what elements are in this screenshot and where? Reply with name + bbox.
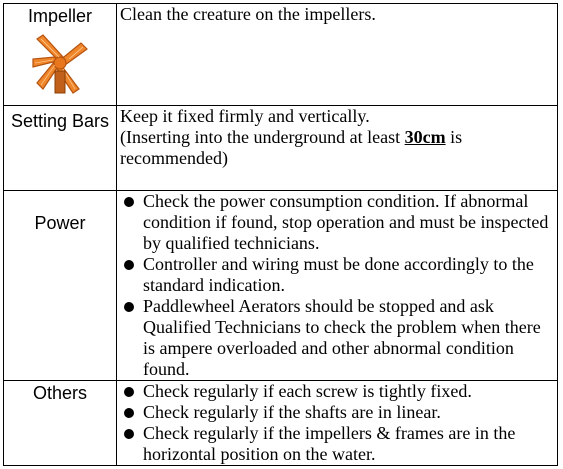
table-row-impeller	[4, 4, 558, 106]
row-text-cell	[117, 106, 558, 191]
row-label-cell	[4, 191, 117, 381]
setting-bars-line1: Keep it fixed firmly and vertically.	[120, 106, 370, 126]
table-row-power	[4, 191, 558, 381]
list-item: Paddlewheel Aerators should be stopped and ask Qualified Technicians to check the problem when there is ampere overloaded and other abnormal condition found.	[120, 296, 554, 380]
row-label-setting-bars: Setting Bars	[10, 111, 110, 131]
list-item: Check regularly if the impellers & frames are in the horizontal position on the water.	[120, 423, 554, 465]
row-label-power: Power	[34, 213, 86, 233]
list-item: Check regularly if each screw is tightly fixed.	[120, 381, 554, 402]
row-text-cell	[117, 4, 558, 106]
others-bullet-list	[120, 381, 554, 465]
row-text-cell	[117, 191, 558, 381]
power-bullet-list	[120, 191, 554, 380]
row-label-cell	[4, 381, 117, 466]
depth-value: 30cm	[404, 127, 446, 147]
row-text-cell	[117, 381, 558, 466]
row-label-others: Others	[32, 383, 88, 403]
list-item: Controller and wiring must be done accordingly to the standard indication.	[120, 254, 554, 296]
impeller-instruction: Clean the creature on the impellers.	[120, 4, 376, 24]
table-row-others	[4, 381, 558, 466]
table-row-setting-bars	[4, 106, 558, 191]
row-label-cell	[4, 4, 117, 106]
list-item: Check regularly if the shafts are in linear.	[120, 402, 554, 423]
setting-bars-line2-post: is recommended)	[120, 127, 463, 168]
list-item: Check the power consumption condition. If abnormal condition if found, stop operation and must be inspected by qualified technicians.	[120, 191, 554, 254]
row-label-cell	[4, 106, 117, 191]
paddlewheel-impeller-icon	[29, 31, 91, 97]
setting-bars-line2-pre: (Inserting into the underground at least	[120, 127, 405, 147]
row-label-impeller: Impeller	[27, 6, 93, 26]
setting-bars-line2	[120, 127, 462, 168]
maintenance-table	[3, 3, 558, 466]
